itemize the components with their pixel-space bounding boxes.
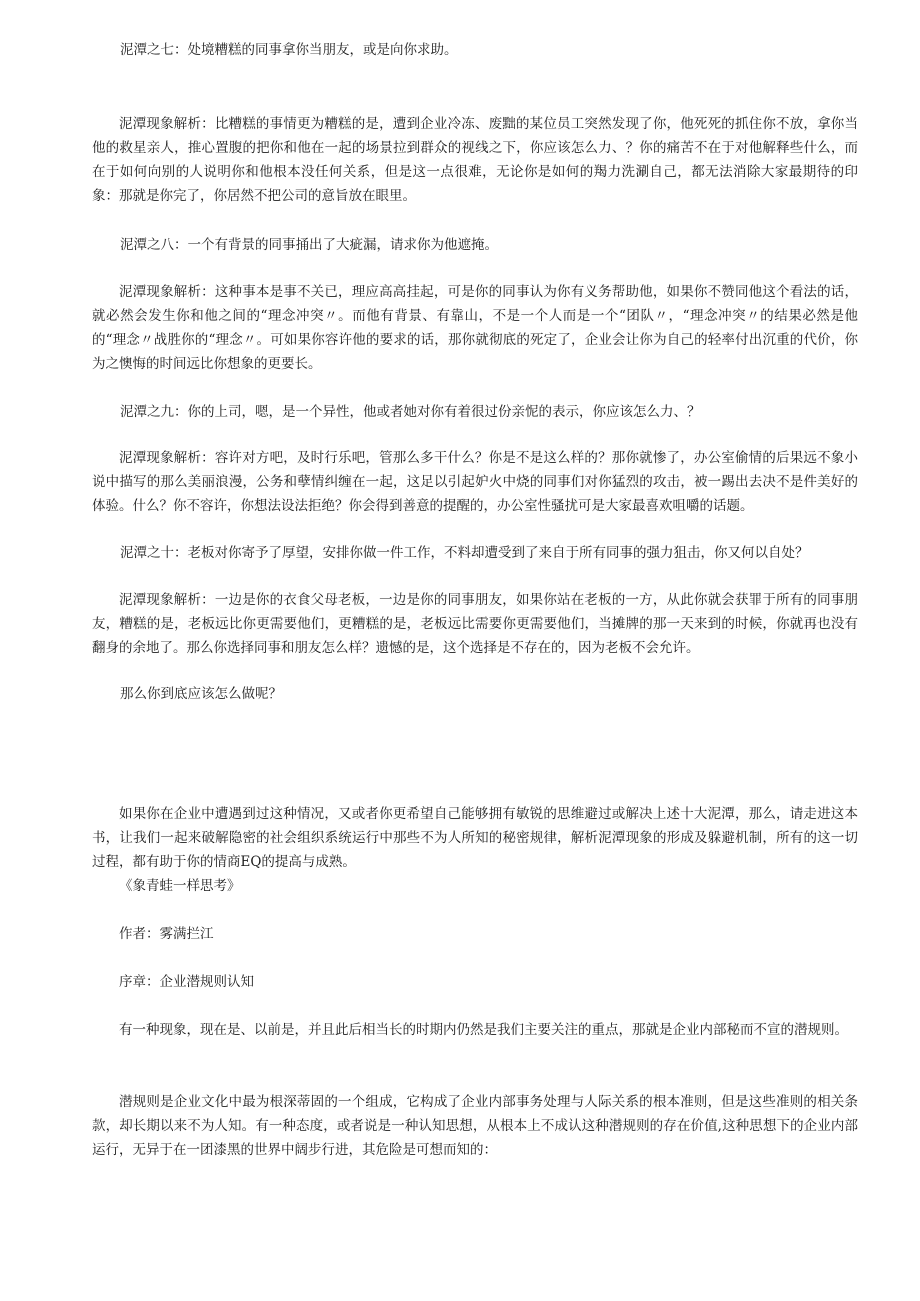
chapter-paragraph-1: 有一种现象，现在是、以前是，并且此后相当长的时期内仍然是我们主要关注的重点，那就是企业内部秘而不宣的潜规则。 [119, 1022, 848, 1038]
heading-pitfall-10: 泥潭之十：老板对你寄予了厚望，安排你做一件工作，不料却遭受到了来自于所有同事的强力狙击，你又何以自处？ [120, 545, 809, 561]
closing-question: 那么你到底应该怎么做呢？ [120, 686, 282, 702]
book-author: 作者：雾满拦江 [119, 926, 214, 942]
heading-pitfall-9: 泥潭之九：你的上司，嗯，是一个异性，他或者她对你有着很过份亲怩的表示，你应该怎么力、？ [120, 404, 701, 420]
analysis-pitfall-7: 泥潭现象解析：比糟糕的事情更为糟糕的是，遭到企业冷冻、废黜的某位员工突然发现了你，他死死的抓住你不放，拿你当他的救星亲人，推心置腹的把你和他在一起的场景拉到群众的视线之下，你应该怎么力、？你的痛苦不在于对他解释些什么，而在于如何向别的人说明你和他根本没任何关系，但是这一点很难，无论你是如何的羯力洗涮自己，都无法消除大家最期待的印象：那就是你完了，你居然不把公司的意旨放在眼里。 [92, 116, 858, 204]
analysis-pitfall-8: 泥潭现象解析：这种事本是事不关已，理应高高挂起，可是你的同事认为你有义务帮助他，如果你不赞同他这个看法的话，就必然会发生你和他之间的“理念冲突〃。而他有背景、有靠山，不是一个人而是一个“团队〃，“理念冲突〃的结果必然是他的“理念〃战胜你的“理念〃。可如果你容许他的要求的话，那你就彻底的死定了，企业会让你为自己的轻率付出沉重的代价，你为之懊悔的时间远比你想象的更要长。 [92, 284, 858, 372]
chapter-title: 序章：企业潜规则认知 [119, 974, 254, 990]
analysis-pitfall-9: 泥潭现象解析：容许对方吧，及时行乐吧，管那么多干什么？你是不是这么样的？那你就惨了，办公室偷情的后果远不象小说中描写的那么美丽浪漫，公务和孽情纠缠在一起，这足以引起妒火中烧的同事们对你猛烈的攻击，被一踢出去决不是件美好的体验。什么？你不容许，你想法设法拒绝？你会得到善意的提醒的，办公室性骚扰可是大家最喜欢咀嚼的话题。 [92, 450, 858, 514]
analysis-pitfall-10: 泥潭现象解析：一边是你的衣食父母老板，一边是你的同事朋友，如果你站在老板的一方，从此你就会获罪于所有的同事朋友，糟糕的是，老板远比你更需要他们，更糟糕的是，老板远比需要你更需要他们，当摊牌的那一天来到的时候，你就再也没有翻身的余地了。那么你选择同事和朋友怎么样？遗憾的是，这个选择是不存在的，因为老板不会允许。 [92, 592, 858, 656]
chapter-paragraph-2: 潜规则是企业文化中最为根深蒂固的一个组成，它构成了企业内部事务处理与人际关系的根本准则，但是这些准则的相关条款，却长期以来不为人知。有一种态度，或者说是一种认知思想，从根本上不成认这种潜规则的存在价值,这种思想下的企业内部运行，无异于在一团漆黑的世界中阔步行进，其危险是可想而知的： [92, 1094, 858, 1158]
book-title: 《象青蛙一样思考》 [119, 878, 241, 894]
heading-pitfall-8: 泥潭之八：一个有背景的同事捅出了大疵漏，请求你为他遮掩。 [120, 237, 498, 253]
heading-pitfall-7: 泥潭之七：处境糟糕的同事拿你当朋友，或是向你求助。 [120, 42, 458, 58]
book-intro-paragraph: 如果你在企业中遭遇到过这种情况，又或者你更希望自己能够拥有敏锐的思维避过或解决上述十大泥潭，那么，请走进这本书，让我们一起来破解隐密的社会组织系统运行中那些不为人所知的秘密规律，解析泥潭现象的形成及躲避机制，所有的这一切过程，都有助于你的情商EQ的提高与成熟。 [92, 806, 858, 870]
